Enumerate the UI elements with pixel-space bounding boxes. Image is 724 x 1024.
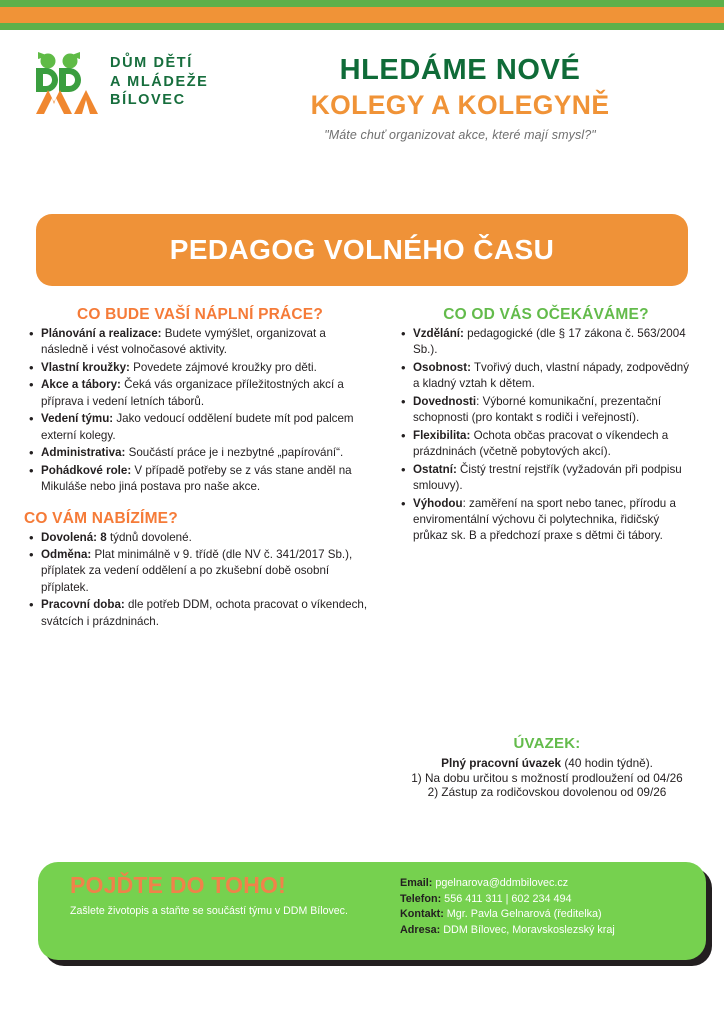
- contact-value: Mgr. Pavla Gelnarová (ředitelka): [443, 908, 602, 921]
- list-item: [41, 597, 376, 630]
- list-item-label: Výhodou: [413, 496, 463, 510]
- column-right: [396, 306, 696, 546]
- contact-value: 556 411 311 | 602 234 494: [441, 892, 572, 905]
- list-item: [413, 394, 696, 427]
- column-spacer: [24, 497, 376, 510]
- list-item-text: Plat minimálně v 9. třídě (dle NV č. 341/2017 Sb.), příplatek za vedení oddělení a po zkušební době osobní příplatek.: [41, 547, 353, 594]
- list-item-text: Jako vedoucí oddělení budete mít pod palcem externí kolegy.: [41, 412, 354, 442]
- list-item: [413, 360, 696, 393]
- uvazek-title: ÚVAZEK:: [513, 735, 581, 752]
- list-item-text: : zaměření na sport nebo tanec, přírodu a enviromentální výchovu či polytechnika, řidičský průkaz sk. B a předchozí praxe s dětmi či tábory.: [413, 496, 676, 543]
- section-title-offer: CO VÁM NABÍZÍME?: [24, 509, 178, 527]
- contact-label: Kontakt:: [400, 908, 444, 921]
- contact-row: [400, 923, 690, 939]
- column-left: [24, 306, 376, 631]
- footer-cta-title: POJĎTE DO TOHO!: [70, 872, 286, 898]
- list-item-label: Dovednosti: [413, 394, 477, 408]
- list-item-text: Čeká vás organizace příležitostných akcí a příprava i vedení letních táborů.: [41, 378, 344, 408]
- list-item-label: Dovolená: 8: [41, 530, 107, 544]
- contact-label: Email:: [400, 877, 433, 889]
- list-item-text: dle potřeb DDM, ochota pracovat o víkendech, svátcích i prázdninách.: [41, 598, 368, 628]
- uvazek-option-2: 2) Zástup za rodičovskou dovolenou od 09/26: [427, 785, 667, 799]
- top-stripe-green-lower: [0, 23, 724, 30]
- list-item: [413, 326, 696, 359]
- list-item-text: týdnů dovolené.: [106, 530, 192, 544]
- list-item-text: V případě potřeby se z vás stane anděl na Mikuláše nebo jiná postava pro naše akce.: [41, 463, 352, 494]
- list-item-text: : Výborné komunikační, prezentační schopnosti (pro kontakt s rodiči i veřejností).: [413, 394, 662, 425]
- contact-value: DDM Bílovec, Moravskoslezský kraj: [440, 923, 615, 936]
- list-item-label: Osobnost:: [413, 360, 471, 374]
- footer-left: [70, 872, 400, 917]
- list-item-label: Pracovní doba:: [41, 598, 125, 612]
- list-item: [41, 547, 376, 596]
- expectations-list: [396, 326, 696, 545]
- footer-cta-subtitle: Zašlete životopis a staňte se součástí týmu v DDM Bílovec.: [70, 905, 348, 917]
- position-title: PEDAGOG VOLNÉHO ČASU: [169, 234, 555, 265]
- list-item: [413, 462, 696, 495]
- list-item-label: Flexibilita:: [413, 428, 471, 442]
- list-item-text: Čistý trestní rejstřík (vyžadován při podpisu smlouvy).: [413, 462, 682, 493]
- logo-line-2: A MLÁDEŽE: [110, 73, 209, 90]
- list-item-text: Budete vymýšlet, organizovat a následně i vést volnočasové aktivity.: [41, 327, 326, 357]
- logo-line-1: DŮM DĚTÍ: [110, 54, 193, 71]
- list-item-text: Povedete zájmové kroužky pro děti.: [129, 360, 317, 374]
- list-item: [41, 360, 376, 376]
- list-item: [41, 463, 376, 496]
- list-item: [41, 326, 376, 359]
- organization-logo: [28, 48, 208, 116]
- uvazek-main-bold: Plný pracovní úvazek: [441, 756, 562, 770]
- poster-header: [0, 30, 724, 195]
- section-title-expectations: CO OD VÁS OČEKÁVÁME?: [443, 306, 649, 323]
- list-item-label: Odměna:: [41, 547, 92, 561]
- ddm-logo-icon: [28, 48, 100, 116]
- headline-block: [215, 54, 705, 142]
- list-item: [41, 411, 376, 444]
- list-item: [413, 496, 696, 545]
- list-item-label: Vzdělání:: [413, 327, 464, 340]
- list-item: [413, 428, 696, 461]
- contact-label: Adresa:: [400, 923, 441, 936]
- duties-list: [24, 326, 376, 496]
- uvazek-main-rest: (40 hodin týdně).: [561, 756, 653, 770]
- list-item-label: Pohádkové role:: [41, 463, 132, 477]
- contact-row: [400, 892, 690, 908]
- list-item-text: Tvořivý duch, vlastní nápady, zodpovědný a kladný vztah k dětem.: [413, 360, 690, 391]
- logo-wordmark: [110, 55, 208, 109]
- list-item-label: Administrativa:: [41, 446, 126, 460]
- list-item: [41, 530, 376, 546]
- list-item: [41, 445, 376, 461]
- list-item-label: Ostatní:: [413, 462, 457, 476]
- contact-row: [400, 876, 690, 892]
- logo-line-3: BÍLOVEC: [110, 92, 186, 109]
- uvazek-main: [370, 756, 724, 770]
- top-stripe-green-upper: [0, 0, 724, 7]
- list-item-text: Ochota občas pracovat o víkendech a prázdninách (včetně pobytových akcí).: [413, 428, 669, 459]
- contact-label: Telefon:: [400, 892, 442, 905]
- list-item-label: Akce a tábory:: [41, 378, 121, 392]
- uvazek-option-1: 1) Na dobu určitou s možností prodloužení od 04/26: [411, 771, 683, 785]
- headline-primary: HLEDÁME NOVÉ: [339, 54, 581, 86]
- contact-value: pgelnarova@ddmbilovec.cz: [432, 877, 569, 889]
- top-stripe-orange: [0, 7, 724, 23]
- headline-secondary: KOLEGY A KOLEGYNĚ: [310, 90, 610, 121]
- position-banner: [36, 214, 688, 286]
- offer-list: [24, 530, 376, 631]
- footer-box: [38, 862, 706, 960]
- headline-subtitle: "Máte chuť organizovat akce, které mají smysl?": [324, 128, 596, 143]
- list-item: [41, 377, 376, 410]
- list-item-label: Plánování a realizace:: [41, 327, 162, 340]
- uvazek-block: [370, 735, 724, 799]
- list-item-label: Vlastní kroužky:: [41, 360, 130, 374]
- list-item-text: Součástí práce je i nezbytné „papírování“.: [125, 446, 344, 460]
- contact-row: [400, 907, 690, 923]
- footer-contacts: [400, 876, 690, 938]
- list-item-text: pedagogické (dle § 17 zákona č. 563/2004 Sb.).: [413, 327, 686, 357]
- list-item-label: Vedení týmu:: [41, 412, 114, 426]
- section-title-duties: CO BUDE VAŠÍ NÁPLNÍ PRÁCE?: [76, 306, 324, 323]
